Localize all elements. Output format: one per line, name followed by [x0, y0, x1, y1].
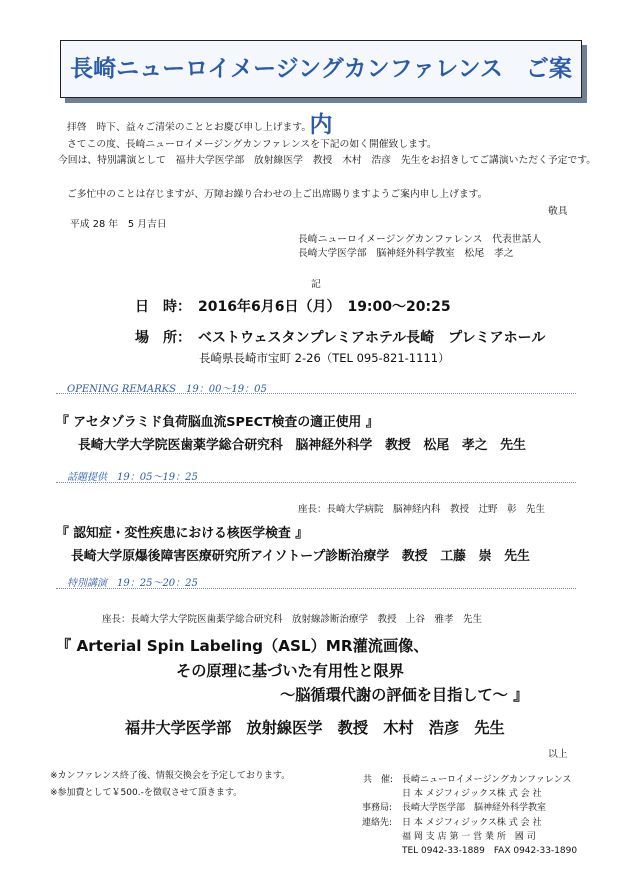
- date-line: 平成 28 年 5 月吉日: [70, 219, 167, 230]
- special-label: 特別講演 19：25～20：25: [67, 578, 198, 589]
- topic-label: 話題提供 19：05～19：25: [67, 472, 198, 483]
- greeting-line-4: ご多忙中のことは存じますが、万障お繰り合わせの上ご出席賜りますようご案内申し上げます。: [67, 189, 488, 200]
- kyosai-1: 長崎ニューロイメージングカンファレンス: [402, 775, 572, 785]
- venue-value: ベストウェスタンプレミアホテル長崎 プレミアホール: [198, 330, 546, 346]
- note-2: ※参加費として￥500.-を徴収させて頂きます。: [50, 788, 243, 798]
- ijou-mark: 以上: [548, 749, 568, 760]
- renraku-1: 日 本 メジフィジックス株 式 会 社: [402, 818, 542, 828]
- special-title-line-1: 『 Arterial Spin Labeling（ASL）MR灌流画像、: [56, 637, 429, 655]
- separator-2: [56, 482, 576, 483]
- closing-keigu: 敬具: [548, 206, 568, 217]
- special-chair: 座長：長崎大学大学院医歯薬学総合研究科 放射線診断治療学 教授 上谷 雅孝 先生: [102, 614, 483, 625]
- topic-speaker: 長崎大学大学院医歯薬学総合研究科 脳神経外科学 教授 松尾 孝之 先生: [78, 438, 526, 453]
- greeting-line-1: 拝啓 時下、益々ご清栄のこととお慶び申し上げます。: [67, 122, 312, 133]
- renraku-2: 福 岡 支 店 第 一 営 業 所 國 司: [402, 832, 536, 842]
- topic2-speaker: 長崎大学原爆後障害医療研究所アイソトープ診断治療学 教授 工藤 崇 先生: [71, 549, 530, 564]
- topic2-title: 『 認知症・変性疾患における核医学検査 』: [56, 526, 309, 541]
- kyosai-label: 共 催:: [363, 775, 394, 785]
- organizer-line-1: 長崎ニューロイメージングカンファレンス 代表世話人: [298, 234, 542, 245]
- page-title: 長崎ニューロイメージングカンファレンス ご案内: [70, 56, 572, 138]
- schedule-label: 日 時：: [135, 299, 191, 315]
- topic-title: 『 アセタゾラミド負荷脳血流SPECT検査の適正使用 』: [56, 415, 379, 430]
- jimu-label: 事務局:: [362, 803, 393, 813]
- renraku-tel: TEL 0942-33-1889 FAX 0942-33-1890: [402, 846, 578, 856]
- organizer-line-2: 長崎大学医学部 脳神経外科学教室 松尾 孝之: [298, 248, 514, 259]
- special-speaker: 福井大学医学部 放射線医学 教授 木村 浩彦 先生: [125, 719, 505, 737]
- schedule-value: 2016年6月6日（月） 19:00～20:25: [198, 299, 451, 315]
- topic-chair: 座長：長崎大学病院 脳神経内科 教授 辻野 彰 先生: [298, 504, 546, 515]
- separator-1: [56, 393, 576, 394]
- greeting-line-3: 今回は、特別講演として 福井大学医学部 放射線医学 教授 木村 浩彦 先生をお招きしてご講演いただく予定です。: [58, 155, 597, 166]
- special-title-line-3: ～脳循環代謝の評価を目指して～ 』: [280, 686, 529, 704]
- greeting-line-2: さてこの度、長崎ニューロイメージングカンファレンスを下記の如く開催致します。: [67, 139, 437, 150]
- opening-remarks: OPENING REMARKS 19：00～19：05: [67, 384, 267, 395]
- renraku-label: 連絡先:: [362, 818, 393, 828]
- venue-label: 場 所：: [135, 330, 191, 346]
- venue-address: 長崎県長崎市宝町 2-26（TEL 095-821-1111）: [199, 351, 450, 365]
- separator-3: [56, 588, 576, 589]
- jimu-value: 長崎大学医学部 脳神経外科学教室: [402, 803, 547, 813]
- special-title-line-2: その原理に基づいた有用性と限界: [176, 662, 404, 680]
- note-1: ※カンファレンス終了後、情報交換会を予定しております。: [50, 771, 291, 781]
- ki-mark: 記: [311, 279, 321, 290]
- kyosai-2: 日 本 メジフィジックス株 式 会 社: [402, 789, 542, 799]
